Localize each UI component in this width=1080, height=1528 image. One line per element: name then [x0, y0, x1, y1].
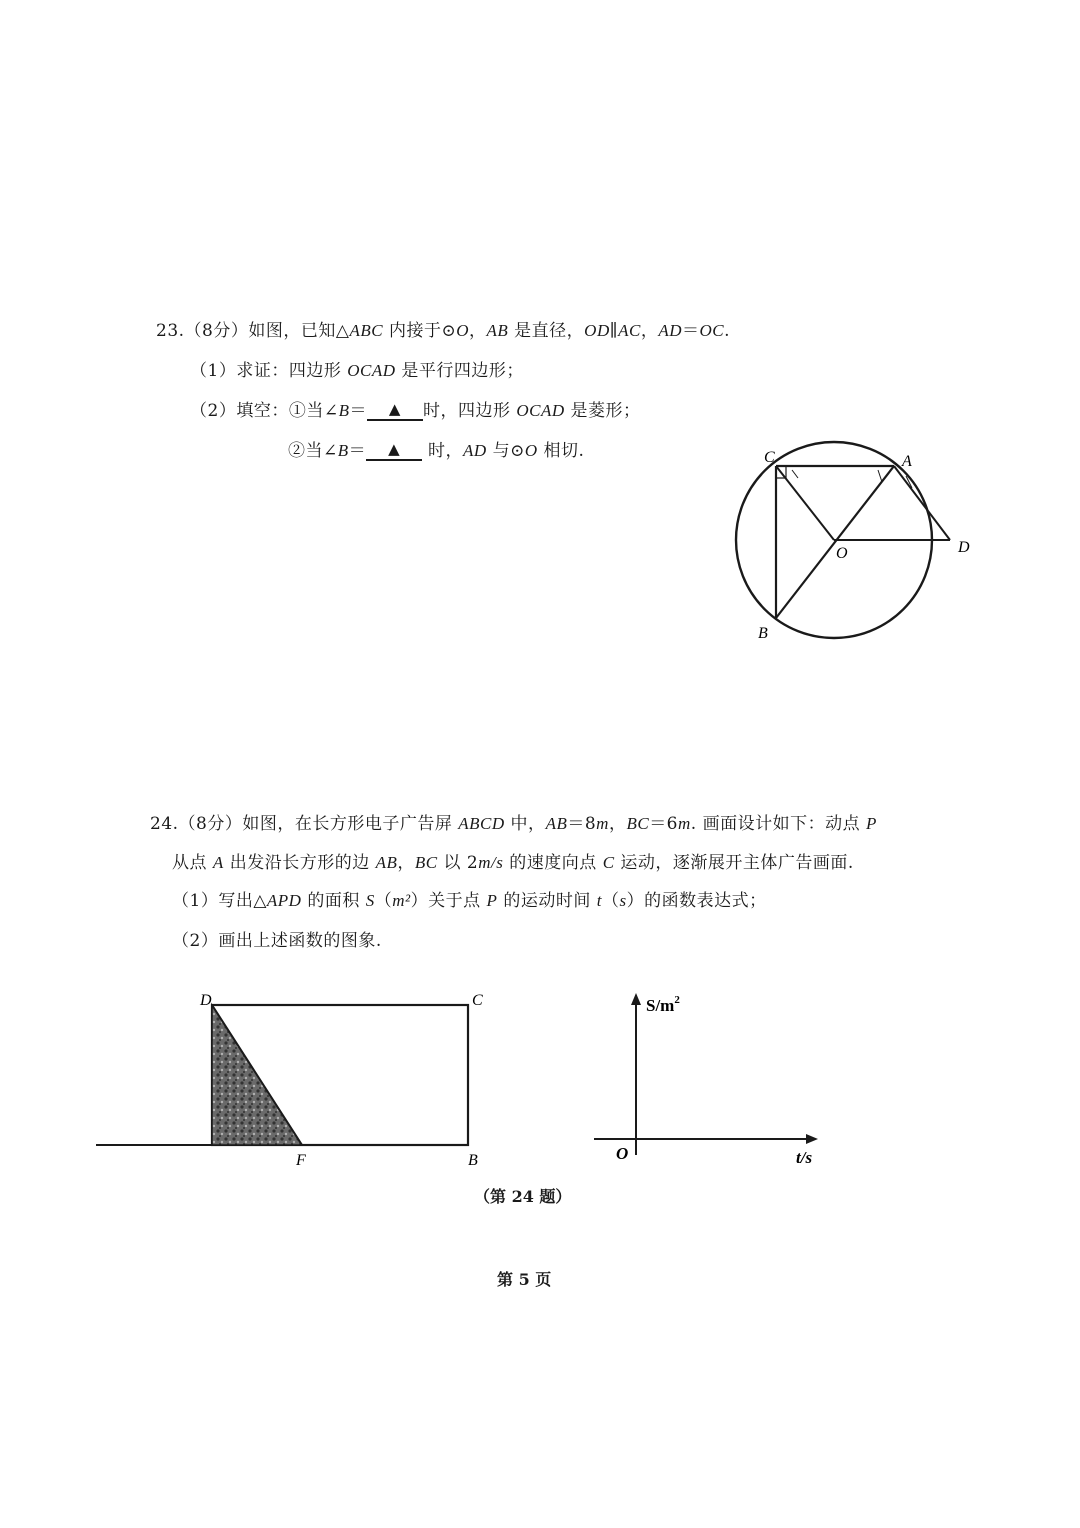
q24-rectangle-figure	[96, 985, 516, 1175]
q23-eq: ＝	[682, 321, 700, 341]
q23-part1-ocad: OCAD	[347, 361, 396, 380]
q24-abcd: ABCD	[458, 814, 505, 833]
q24-part1-post: ）的函数表达式；	[626, 891, 767, 911]
q23-part3	[288, 436, 584, 463]
q23-part3-post2: 相切.	[537, 441, 585, 461]
q23-part1-pre: （1）求证：四边形	[190, 361, 348, 381]
tick-mark	[792, 470, 798, 478]
q24-part1-mid3: ）关于点	[410, 891, 487, 911]
q24-p1: P	[866, 814, 877, 833]
q23-mid2: 是直径，	[508, 321, 585, 341]
q24-t: t	[596, 891, 602, 910]
q24-bc: BC	[626, 814, 650, 833]
q23-ab: AB	[486, 321, 509, 340]
q24-line1-post: . 画面设计如下：动点	[690, 814, 867, 834]
q24-comma1: ，	[608, 814, 627, 834]
q23-part2-post: 是菱形；	[564, 401, 641, 421]
q24-caption: （第 24 题）	[474, 1187, 572, 1206]
q24-apd: APD	[266, 891, 302, 910]
q24-eq2: ＝6	[649, 814, 679, 834]
q24-line2-mid3: 的速度向点	[503, 853, 603, 873]
q24-m1: m	[596, 814, 609, 833]
y-axis-label: $S/m^2$	[646, 994, 680, 1015]
q24-part2	[172, 926, 382, 951]
q23-part2	[190, 396, 641, 423]
answer-blank-1[interactable]	[367, 399, 423, 421]
origin-label: O	[616, 1144, 629, 1163]
q24-line2-pre: 从点	[172, 853, 213, 873]
q23-abc: ABC	[349, 321, 384, 340]
q23-part3-ad: AD	[463, 441, 487, 460]
q24-axes-figure	[590, 985, 840, 1175]
blank-triangle-icon: ▲	[388, 440, 401, 458]
q24-line1-pre: 24.（8分）如图，在长方形电子广告屏	[150, 814, 459, 834]
q23-od: OD	[584, 321, 610, 340]
q23-o1: O	[456, 321, 469, 340]
q23-header: 23.（8分）如图，已知△	[156, 321, 350, 341]
q23-part3-post1: 与⊙	[486, 441, 525, 461]
q24-bc2: BC	[414, 853, 438, 872]
q23-part2-mid: 时，四边形	[422, 401, 517, 421]
y-axis-arrow-icon	[631, 993, 641, 1005]
q24-comma2: ，	[397, 853, 415, 873]
q23-part3-b: B	[337, 441, 349, 460]
q24-ab: AB	[545, 814, 568, 833]
segment-co	[776, 466, 834, 540]
q23-part2-pre: （2）填空：①当∠	[190, 401, 339, 421]
q23-oc: OC	[699, 321, 725, 340]
q24-part1-mid4: 的运动时间	[497, 891, 597, 911]
q24-part1-mid2: （	[374, 891, 393, 911]
q23-statement	[156, 316, 730, 341]
tick-mark	[878, 470, 882, 482]
q24-part1-mid1: 的面积	[301, 891, 366, 911]
page-number: 第 5 页	[497, 1270, 552, 1289]
q24-line1-mid1: 中，	[504, 814, 546, 834]
q23-part3-mid: 时，	[422, 441, 464, 461]
q23-part3-pre: ②当∠	[288, 441, 338, 461]
label-b: B	[468, 1152, 478, 1169]
q23-mid1: 内接于⊙	[383, 321, 457, 341]
q23-ad: AD	[658, 321, 682, 340]
q24-part1	[172, 886, 767, 911]
label-d: D	[958, 539, 970, 556]
blank-triangle-icon: ▲	[388, 400, 401, 418]
q23-part3-o: O	[524, 441, 538, 460]
q24-line2	[172, 848, 854, 873]
q24-sunit: s	[619, 891, 627, 910]
q23-part2-b: B	[338, 401, 350, 420]
q24-speed-unit: m/s	[478, 853, 504, 872]
q23-part1	[190, 356, 524, 381]
q23-part2-eq: ＝	[349, 401, 367, 421]
q24-eq1: ＝8	[567, 814, 597, 834]
q24-line2-mid2: 以 2	[437, 853, 479, 873]
q23-par: ∥	[609, 321, 619, 341]
q24-line2-mid1: 出发沿长方形的边	[223, 853, 376, 873]
x-axis-label: t/s	[796, 1148, 813, 1167]
label-b: B	[758, 625, 768, 642]
label-f: F	[296, 1152, 306, 1169]
q24-c: C	[602, 853, 615, 872]
label-c: C	[472, 992, 483, 1009]
q23-comma2: ，	[640, 321, 659, 341]
q24-s: S	[365, 891, 375, 910]
q23-end: .	[724, 321, 731, 341]
x-axis-arrow-icon	[806, 1134, 818, 1144]
q24-ab2: AB	[375, 853, 398, 872]
q24-part2-text: （2）画出上述函数的图象.	[172, 931, 382, 951]
q23-part1-post: 是平行四边形；	[395, 361, 524, 381]
q24-p2: P	[486, 891, 498, 910]
q24-m2unit: m²	[392, 891, 411, 910]
q23-circle-figure	[720, 440, 990, 650]
q24-a: A	[212, 853, 224, 872]
label-d: D	[200, 992, 212, 1009]
q24-line2-post: 运动，逐渐展开主体广告画面.	[614, 853, 854, 873]
label-c: C	[764, 449, 775, 466]
label-o: O	[836, 545, 848, 562]
segment-ad	[894, 466, 950, 540]
q24-part1-mid5: （	[601, 891, 620, 911]
q24-part1-pre: （1）写出△	[172, 891, 267, 911]
q23-part3-eq: ＝	[348, 441, 367, 461]
q23-ac: AC	[618, 321, 641, 340]
q24-m2: m	[678, 814, 691, 833]
q24-line1	[150, 809, 877, 834]
q23-part2-ocad: OCAD	[516, 401, 565, 420]
answer-blank-2[interactable]	[366, 439, 422, 461]
label-a: A	[902, 453, 912, 470]
q23-comma1: ，	[468, 321, 487, 341]
